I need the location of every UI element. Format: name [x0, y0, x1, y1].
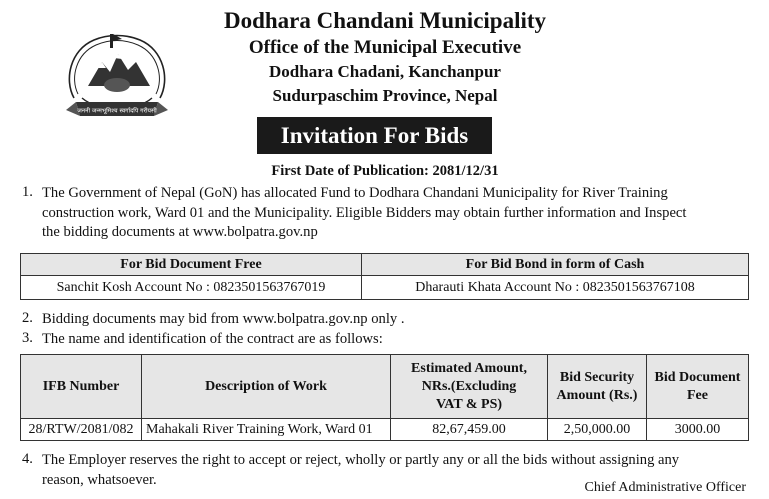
text-line: the bidding documents at www.bolpatra.gov.np	[42, 224, 318, 240]
office-name: Office of the Municipal Executive	[248, 37, 522, 58]
text-line: The Government of Nepal (GoN) has allocated Fund to Dodhara Chandani Municipality for River Training	[42, 185, 668, 201]
table-header: IFB Number	[21, 355, 142, 419]
address-line: Dodhara Chadani, Kanchanpur	[269, 62, 501, 81]
table-cell: 2,50,000.00	[548, 419, 647, 441]
text-line: construction work, Ward 01 and the Municipality. Eligible Bidders may obtain further information and Inspect	[42, 204, 687, 221]
table-header: For Bid Document Free	[21, 254, 362, 276]
table-cell: 28/RTW/2081/082	[21, 419, 142, 441]
accounts-table	[20, 253, 749, 300]
table-header: Bid Document Fee	[647, 355, 749, 419]
notice-title-banner: Invitation For Bids	[257, 117, 492, 154]
table-header: Description of Work	[142, 355, 391, 419]
contract-table	[20, 354, 749, 441]
text-line: reason, whatsoever.	[42, 471, 157, 488]
signatory-title: Chief Administrative Officer	[584, 480, 746, 495]
table-cell: Dharauti Khata Account No : 0823501563767108	[362, 276, 749, 300]
emblem-motto: जननी जन्मभूमिश्च स्वर्गादपि गरीयसी	[77, 107, 157, 115]
table-cell: Mahakali River Training Work, Ward 01	[142, 419, 391, 441]
province-line: Sudurpaschim Province, Nepal	[272, 86, 498, 105]
item-3-text: The name and identification of the contract are as follows:	[42, 331, 383, 347]
table-row	[21, 419, 749, 441]
item-number: 2.	[22, 310, 33, 326]
item-1-text	[42, 184, 686, 243]
table-cell: 3000.00	[647, 419, 749, 441]
publication-date: First Date of Publication: 2081/12/31	[271, 163, 499, 179]
item-number: 1.	[22, 184, 33, 200]
table-header: Bid Security Amount (Rs.)	[548, 355, 647, 419]
text-line: The Employer reserves the right to accept or reject, wholly or partly any or all the bids without assigning any	[42, 452, 680, 468]
item-number: 4.	[22, 451, 33, 467]
table-header: For Bid Bond in form of Cash	[362, 254, 749, 276]
item-number: 3.	[22, 330, 33, 346]
item-2-text: Bidding documents may bid from www.bolpatra.gov.np only .	[42, 311, 405, 327]
table-header: Estimated Amount, NRs.(Excluding VAT & PS)	[391, 355, 548, 419]
municipality-name: Dodhara Chandani Municipality	[223, 8, 547, 33]
table-cell: Sanchit Kosh Account No : 0823501563767019	[21, 276, 362, 300]
table-cell: 82,67,459.00	[391, 419, 548, 441]
